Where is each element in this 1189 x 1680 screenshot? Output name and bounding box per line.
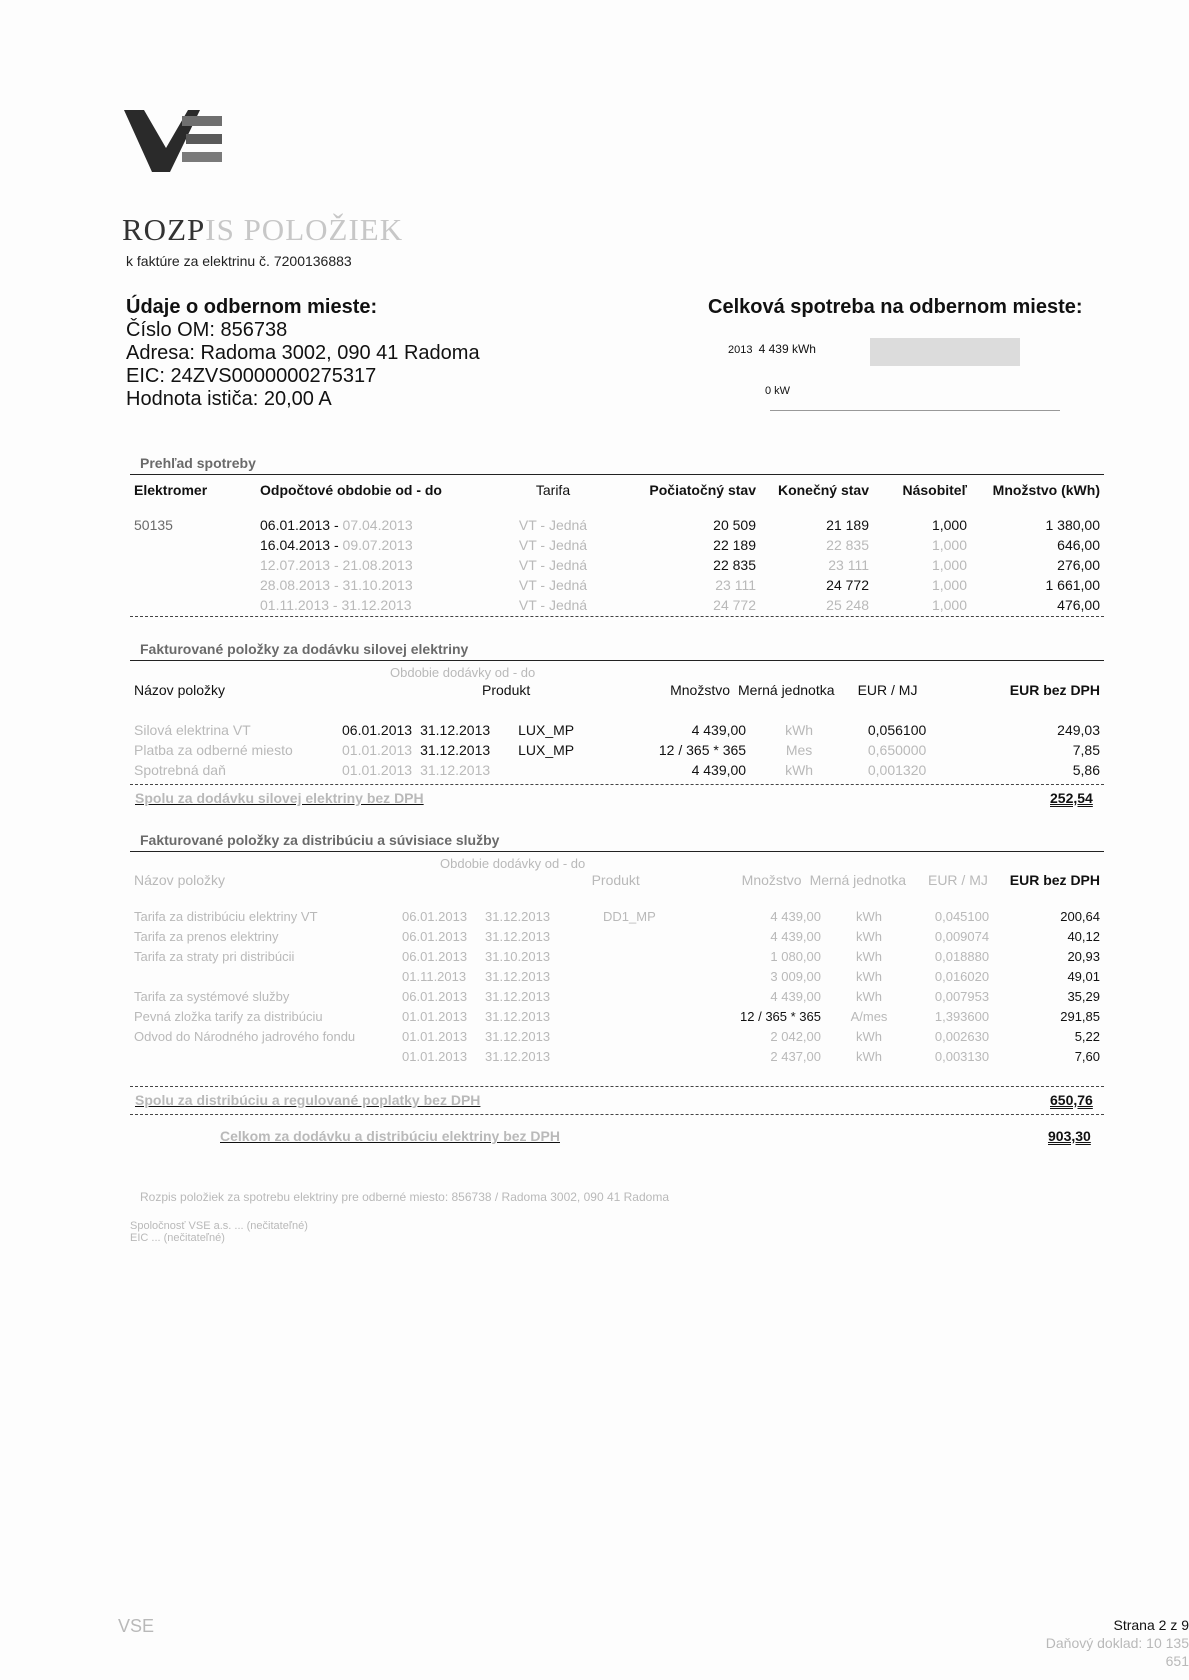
footer-line: EIC ... (nečitateľné) xyxy=(130,1232,225,1244)
footer-line: Spoločnosť VSE a.s. ... (nečitateľné) xyxy=(130,1220,308,1232)
table-row: 16.04.2013 - 09.07.2013 VT - Jedná 22 189 22 835 1,000 646,00 xyxy=(260,537,1100,553)
table-row: Tarifa za systémové služby 06.01.2013 31.12.2013 4 439,00 kWh 0,007953 35,29 xyxy=(134,988,1100,1004)
table-row: 50135 06.01.2013 - 07.04.2013 VT - Jedná 20 509 21 189 1,000 1 380,00 xyxy=(134,517,1100,533)
meter-rows xyxy=(130,515,1104,615)
table-header-row: Elektromer Odpočtové obdobie od - do Tarifa Počiatočný stav Konečný stav Násobiteľ Množstvo (kWh) xyxy=(134,482,1100,498)
divider xyxy=(130,784,1104,785)
divider xyxy=(770,410,1060,411)
table-row: Spotrebná daň 01.01.2013 31.12.2013 4 439,00 kWh 0,001320 5,86 xyxy=(134,762,1100,778)
total-consumption-value: 2013 4 439 kWh xyxy=(728,342,816,356)
table-row: 12.07.2013 - 21.08.2013 VT - Jedná 22 835 23 111 1,000 276,00 xyxy=(260,557,1100,573)
divider xyxy=(130,1114,1104,1115)
document-number: Daňový doklad: 10 135 651 xyxy=(1045,1635,1189,1669)
delivery-point-line: Číslo OM: 856738 xyxy=(126,319,288,341)
grand-total-value: 903,30 xyxy=(1048,1128,1091,1144)
document-title: ROZPIS POLOŽIEK xyxy=(122,212,404,247)
delivery-point-line: Hodnota ističa: 20,00 A xyxy=(126,388,332,410)
table-row: 01.01.2013 31.12.2013 2 437,00 kWh 0,003130 7,60 xyxy=(402,1048,1100,1064)
table-row: Tarifa za distribúciu elektriny VT 06.01.2013 31.12.2013 DD1_MP 4 439,00 kWh 0,045100 200,64 xyxy=(134,908,1100,924)
table-row: Tarifa za prenos elektriny 06.01.2013 31.12.2013 4 439,00 kWh 0,009074 40,12 xyxy=(134,928,1100,944)
table-row: Silová elektrina VT 06.01.2013 31.12.2013 LUX_MP 4 439,00 kWh 0,056100 249,03 xyxy=(134,722,1100,738)
delivery-point-heading: Údaje o odbernom mieste: xyxy=(126,296,378,318)
meter-table xyxy=(130,482,1104,498)
distribution-table-header xyxy=(130,872,1104,888)
redaction-mark xyxy=(880,338,1020,366)
divider xyxy=(130,851,1104,852)
supply-section-title: Fakturované položky za dodávku silovej elektriny xyxy=(140,641,469,657)
meter-section-title: Prehľad spotreby xyxy=(140,455,256,471)
table-row: Odvod do Národného jadrového fondu 01.01.2013 31.12.2013 2 042,00 kWh 0,002630 5,22 xyxy=(134,1028,1100,1044)
supply-sum-label: Spolu za dodávku silovej elektriny bez DPH xyxy=(135,790,424,806)
page-number: Strana 2 z 9 xyxy=(1113,1617,1189,1633)
divider xyxy=(130,1086,1104,1087)
invoice-reference: k faktúre za elektrinu č. 7200136883 xyxy=(126,253,352,269)
table-row: 28.08.2013 - 31.10.2013 VT - Jedná 23 111 24 772 1,000 1 661,00 xyxy=(260,577,1100,593)
table-row: Platba za odberné miesto 01.01.2013 31.12.2013 LUX_MP 12 / 365 * 365 Mes 0,650000 7,85 xyxy=(134,742,1100,758)
total-power-value: 0 kW xyxy=(765,385,791,397)
page-info xyxy=(1040,1616,1189,1670)
distribution-table xyxy=(130,906,1104,1066)
table-row: 01.11.2013 - 31.12.2013 VT - Jedná 24 772 25 248 1,000 476,00 xyxy=(260,597,1100,613)
grand-total-label: Celkom za dodávku a distribúciu elektriny bez DPH xyxy=(220,1128,560,1144)
footer-lines xyxy=(130,1220,308,1244)
divider xyxy=(130,474,1104,475)
delivery-point-info xyxy=(126,296,480,411)
supply-period-header: Obdobie dodávky od - do xyxy=(390,665,536,680)
delivery-point-line: Adresa: Radoma 3002, 090 41 Radoma xyxy=(126,342,480,364)
footer-note: Rozpis položiek za spotrebu elektriny pre odberné miesto: 856738 / Radoma 3002, 090 41 Radoma xyxy=(140,1190,669,1204)
bottom-logo: VSE xyxy=(118,1616,155,1636)
distribution-period-header: Obdobie dodávky od - do xyxy=(440,856,586,871)
supply-table-header xyxy=(130,682,1104,698)
divider xyxy=(130,660,1104,661)
table-row: Tarifa za straty pri distribúcii 06.01.2013 31.10.2013 1 080,00 kWh 0,018880 20,93 xyxy=(134,948,1100,964)
delivery-point-line: EIC: 24ZVS0000000275317 xyxy=(126,365,377,387)
divider xyxy=(130,616,1104,617)
table-header-row: Názov položky Produkt Množstvo Merná jednotka EUR / MJ EUR bez DPH xyxy=(134,682,1100,698)
supply-table xyxy=(130,720,1104,780)
company-logo xyxy=(122,108,228,174)
table-header-row: Názov položky Produkt Množstvo Merná jednotka EUR / MJ EUR bez DPH xyxy=(134,872,1100,888)
distribution-sum-label: Spolu za distribúciu a regulované poplatky bez DPH xyxy=(135,1092,481,1108)
distribution-sum-total: 650,76 xyxy=(1050,1092,1093,1108)
table-row: 01.11.2013 31.12.2013 3 009,00 kWh 0,016020 49,01 xyxy=(402,968,1100,984)
table-row: Pevná zložka tarify za distribúciu 01.01.2013 31.12.2013 12 / 365 * 365 A/mes 1,393600 291,85 xyxy=(134,1008,1100,1024)
supply-sum-total: 252,54 xyxy=(1050,790,1093,806)
distribution-section-title: Fakturované položky za distribúciu a súvisiace služby xyxy=(140,832,500,848)
total-consumption-heading: Celková spotreba na odbernom mieste: xyxy=(708,296,1083,318)
